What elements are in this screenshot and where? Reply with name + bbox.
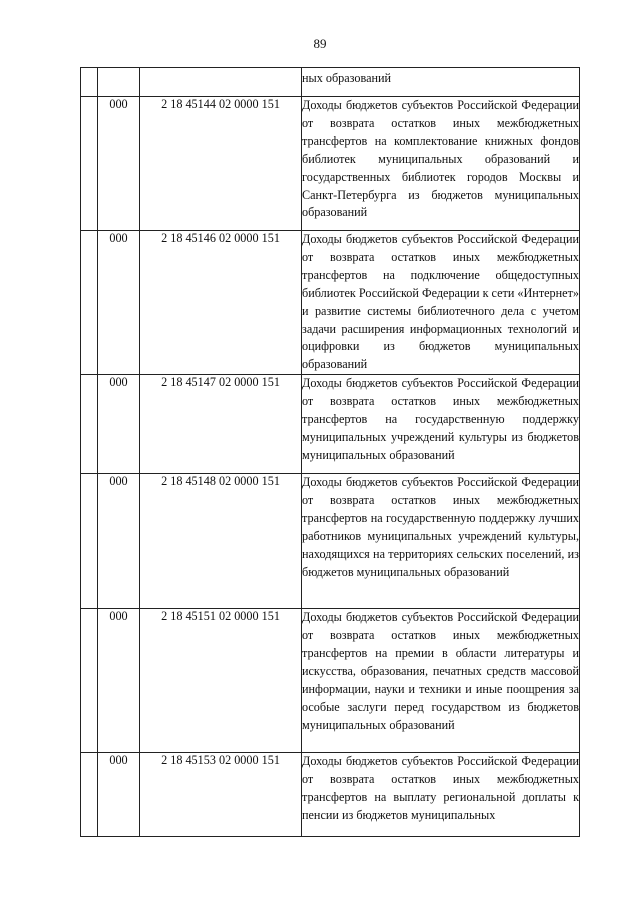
table-row: [81, 375, 580, 474]
classification-code-cell: 2 18 45151 02 0000 151: [140, 609, 302, 753]
classification-code-cell: 2 18 45148 02 0000 151: [140, 474, 302, 609]
description-text: Доходы бюджетов субъектов Российской Федерации от возврата остатков иных межбюджетных трансфертов на премии в области литературы и искусства, образования, печатных средств массовой информации, науки и техники и иные поощрения за особые заслуги перед государством из бюджетов муниципальных образований: [302, 610, 579, 732]
admin-code-cell: 000: [98, 609, 140, 753]
description-cell: [302, 375, 580, 474]
description-text: Доходы бюджетов субъектов Российской Федерации от возврата остатков иных межбюджетных трансфертов на государственную поддержку лучших работников муниципальных учреждений культуры, находящихся на территориях сельских поселений, из бюджетов муниципальных образований: [302, 475, 579, 579]
admin-code-cell: 000: [98, 753, 140, 837]
description-text: Доходы бюджетов субъектов Российской Федерации от возврата остатков иных межбюджетных трансфертов на государственную поддержку муниципальных учреждений культуры из бюджетов муниципальных образований: [302, 376, 579, 462]
description-cell: [302, 68, 580, 97]
table-row-continued: [81, 68, 580, 97]
description-cell: [302, 97, 580, 231]
page-number: 89: [313, 36, 327, 51]
classification-code-cell: 2 18 45153 02 0000 151: [140, 753, 302, 837]
table-row: [81, 609, 580, 753]
admin-code-cell: 000: [98, 231, 140, 375]
side-column-cell: [81, 375, 98, 474]
description-cell: [302, 474, 580, 609]
side-column-cell: [81, 753, 98, 837]
description-text: ных образований: [302, 71, 392, 85]
admin-code-cell: 000: [98, 97, 140, 231]
admin-code-cell: 000: [98, 474, 140, 609]
classification-code-cell: [140, 68, 302, 97]
description-text: Доходы бюджетов субъектов Российской Федерации от возврата остатков иных межбюджетных трансфертов на комплектование книжных фондов библиотек муниципальных образований и государственных библиотек городов Москвы и Санкт-Петербурга из бюджетов муниципальных образований: [302, 98, 579, 220]
side-column-cell: [81, 231, 98, 375]
budget-classification-table: [80, 67, 580, 837]
classification-code-cell: 2 18 45146 02 0000 151: [140, 231, 302, 375]
admin-code-cell: 000: [98, 375, 140, 474]
classification-code-cell: 2 18 45147 02 0000 151: [140, 375, 302, 474]
description-cell: [302, 609, 580, 753]
side-column-cell: [81, 97, 98, 231]
table-row: [81, 474, 580, 609]
side-column-cell: [81, 474, 98, 609]
table-row: [81, 231, 580, 375]
table-row: [81, 97, 580, 231]
side-column-cell: [81, 609, 98, 753]
description-text: Доходы бюджетов субъектов Российской Федерации от возврата остатков иных межбюджетных трансфертов на выплату региональной доплаты к пенсии из бюджетов муниципальных: [302, 754, 579, 822]
admin-code-cell: [98, 68, 140, 97]
description-cell: [302, 753, 580, 837]
table-body: [81, 68, 580, 837]
description-text: Доходы бюджетов субъектов Российской Федерации от возврата остатков иных межбюджетных трансфертов на подключение общедоступных библиотек Российской Федерации к сети «Интернет» и развитие системы библиотечного дела с учетом задачи расширения информационных технологий и оцифровки из бюджетов муниципальных образований: [302, 232, 580, 372]
side-column-cell: [81, 68, 98, 97]
table-row: [81, 753, 580, 837]
description-cell: [302, 231, 580, 375]
classification-code-cell: 2 18 45144 02 0000 151: [140, 97, 302, 231]
